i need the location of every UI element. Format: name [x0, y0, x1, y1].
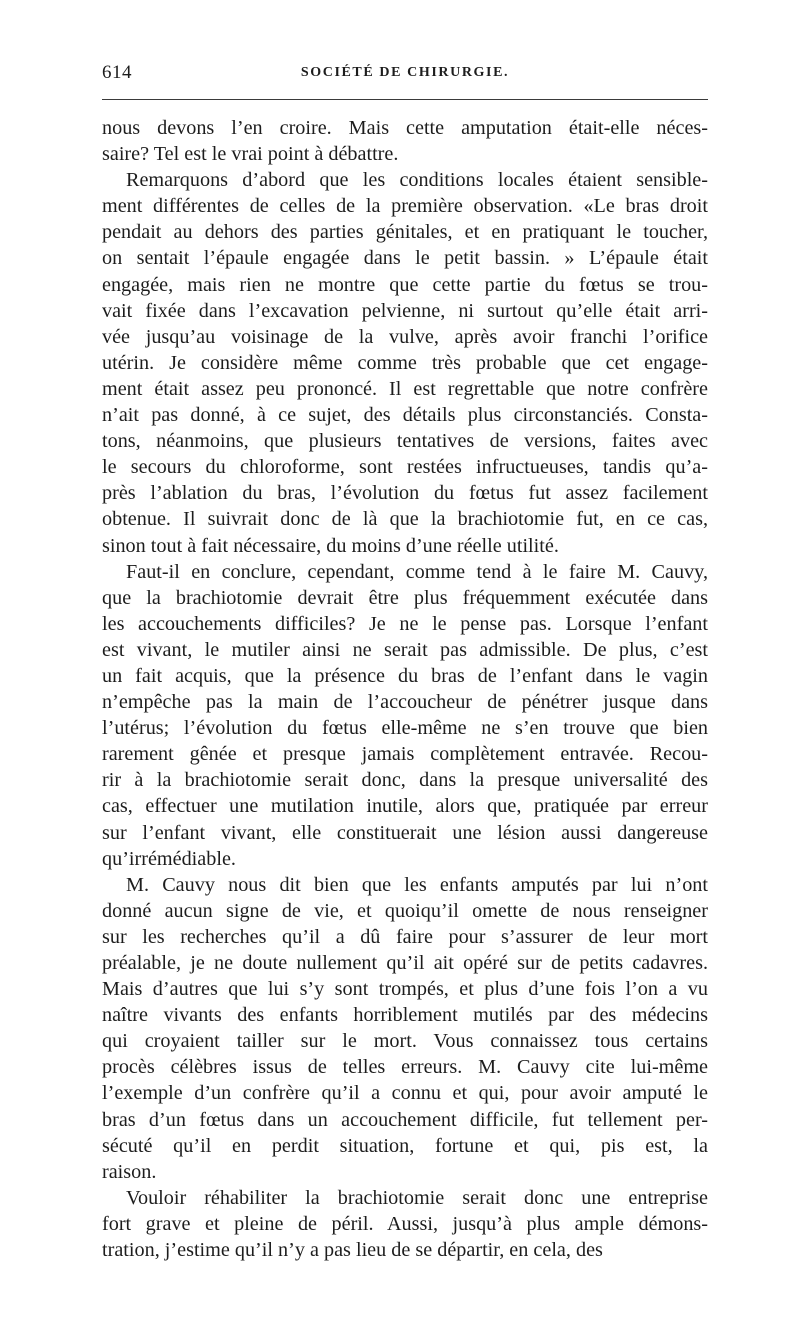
page-number: 614: [102, 62, 132, 83]
text-line: fort grave et pleine de péril. Aussi, jusqu’à plus ample démons-: [102, 1212, 708, 1235]
text-line: les accouchements difficiles? Je ne le pense pas. Lorsque l’enfant: [102, 612, 708, 635]
paragraph: [102, 115, 708, 167]
text-line: utérin. Je considère même comme très probable que cet engage-: [102, 351, 708, 374]
text-line: ment était assez peu prononcé. Il est regrettable que notre confrère: [102, 377, 708, 400]
text-line: rir à la brachiotomie serait donc, dans la presque universalité des: [102, 769, 708, 792]
text-line: procès célèbres issus de telles erreurs. M. Cauvy cite lui-même: [102, 1056, 708, 1079]
text-line: rarement gênée et presque jamais complètement entravée. Recou-: [102, 743, 708, 766]
text-line: donné aucun signe de vie, et quoiqu’il omette de nous renseigner: [102, 899, 708, 922]
text-line: bras d’un fœtus dans un accouchement difficile, fut tellement per-: [102, 1108, 708, 1131]
text-line: raison.: [102, 1160, 157, 1183]
text-line: Remarquons d’abord que les conditions locales étaient sensible-: [126, 169, 708, 192]
text-line: l’utérus; l’évolution du fœtus elle-même ne s’en trouve que bien: [102, 717, 708, 740]
text-line: naître vivants des enfants horriblement mutilés par des médecins: [102, 1004, 708, 1027]
text-line: tons, néanmoins, que plusieurs tentatives de versions, faites avec: [102, 430, 708, 453]
text-line: cas, effectuer une mutilation inutile, alors que, pratiquée par erreur: [102, 795, 708, 818]
page-header: [102, 58, 708, 86]
text-line: n’ait pas donné, à ce sujet, des détails plus circonstanciés. Consta-: [102, 404, 708, 427]
text-line: nous devons l’en croire. Mais cette amputation était-elle néces-: [102, 117, 708, 139]
text-line: on sentait l’épaule engagée dans le petit bassin. » L’épaule était: [102, 247, 708, 270]
text-line: Vouloir réhabiliter la brachiotomie serait donc une entreprise: [126, 1186, 708, 1209]
text-line: sécuté qu’il en perdit situation, fortune et qui, pis est, la: [102, 1134, 708, 1157]
text-line: vait fixée dans l’excavation pelvienne, ni surtout qu’elle était arri-: [102, 299, 708, 322]
text-line: vée jusqu’au voisinage de la vulve, après avoir franchi l’orifice: [102, 325, 708, 348]
text-line: sur les recherches qu’il a dû faire pour s’assurer de leur mort: [102, 925, 708, 948]
text-line: pendait au dehors des parties génitales, et en pratiquant le toucher,: [102, 221, 708, 244]
text-line: sur l’enfant vivant, elle constituerait une lésion aussi dangereuse: [102, 821, 708, 844]
text-line: saire? Tel est le vrai point à débattre.: [102, 143, 399, 166]
text-line: que la brachiotomie devrait être plus fréquemment exécutée dans: [102, 586, 708, 609]
text-line: un fait acquis, que la présence du bras de l’enfant dans le vagin: [102, 664, 708, 687]
text-line: ment différentes de celles de la première observation. «Le bras droit: [102, 195, 708, 218]
text-line: le secours du chloroforme, sont restées infructueuses, tandis qu’a-: [102, 456, 708, 479]
text-line: M. Cauvy nous dit bien que les enfants amputés par lui n’ont: [126, 873, 708, 896]
running-title: SOCIÉTÉ DE CHIRURGIE.: [300, 65, 510, 80]
text-line: n’empêche pas la main de l’accoucheur de pénétrer jusque dans: [102, 691, 708, 714]
paragraph: [102, 559, 708, 872]
text-line: est vivant, le mutiler ainsi ne serait pas admissible. De plus, c’est: [102, 638, 708, 661]
text-line: Mais d’autres que lui s’y sont trompés, et plus d’une fois l’on a vu: [102, 978, 708, 1001]
text-line: Faut-il en conclure, cependant, comme tend à le faire M. Cauvy,: [126, 560, 708, 583]
paragraph: [102, 1185, 708, 1263]
text-line: près l’ablation du bras, l’évolution du fœtus fut assez facilement: [102, 482, 708, 505]
text-line: qu’irrémédiable.: [102, 847, 236, 870]
text-line: tration, j’estime qu’il n’y a pas lieu de se départir, en cela, des: [102, 1239, 603, 1262]
body-text: [102, 115, 708, 1263]
text-line: qui croyaient tailler sur le mort. Vous connaissez tous certains: [102, 1030, 708, 1053]
text-line: sinon tout à fait nécessaire, du moins d’une réelle utilité.: [102, 534, 559, 557]
text-line: obtenue. Il suivrait donc de là que la brachiotomie fut, en ce cas,: [102, 508, 708, 531]
text-line: engagée, mais rien ne montre que cette partie du fœtus se trou-: [102, 273, 708, 296]
header-rule: [102, 99, 708, 100]
paragraph: [102, 167, 708, 558]
book-page: [102, 58, 708, 1262]
paragraph: [102, 872, 708, 1185]
text-line: préalable, je ne doute nullement qu’il ait opéré sur de petits cadavres.: [102, 952, 708, 974]
text-line: l’exemple d’un confrère qu’il a connu et qui, pour avoir amputé le: [102, 1082, 708, 1105]
